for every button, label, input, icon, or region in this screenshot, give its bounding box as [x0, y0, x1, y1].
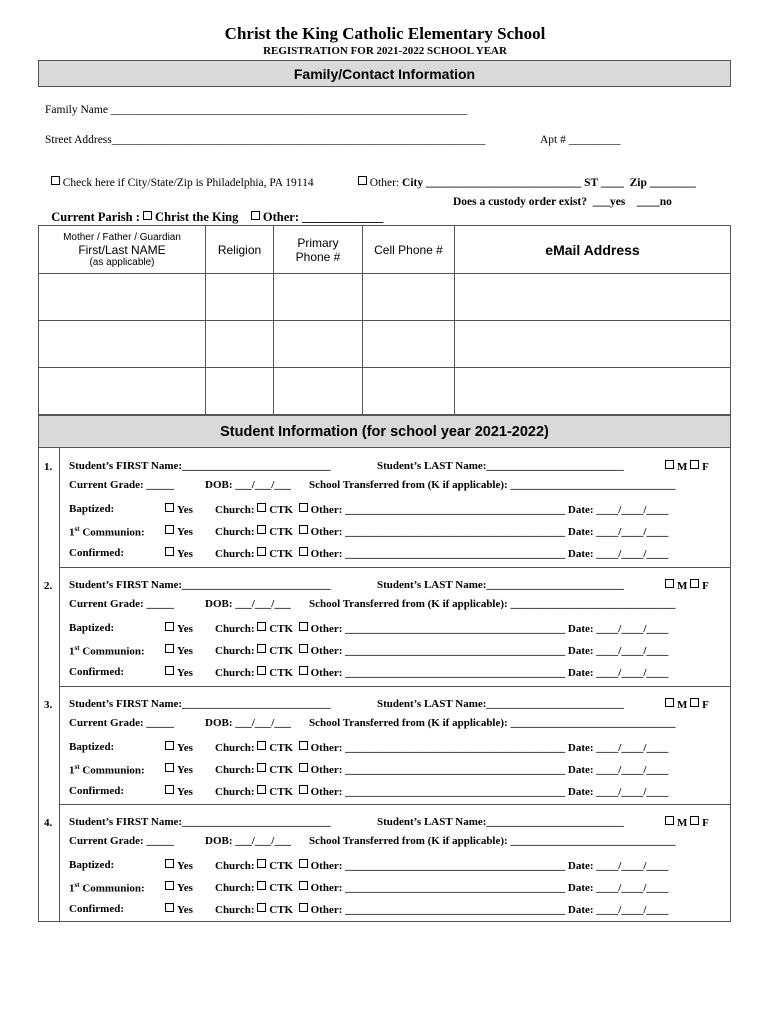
- student-section: [38, 447, 731, 922]
- apt-field[interactable]: Apt # _________: [540, 134, 621, 146]
- communion-label: 1st Communion:: [69, 763, 145, 777]
- baptized-label: Baptized:: [69, 741, 115, 753]
- yes-label: Yes: [177, 548, 193, 560]
- communion-ctk-checkbox[interactable]: [257, 644, 266, 653]
- communion-other-field[interactable]: Other: ________________________________________: [310, 645, 566, 657]
- philadelphia-checkbox[interactable]: [51, 176, 60, 185]
- male-checkbox[interactable]: [665, 460, 674, 469]
- communion-ctk-checkbox[interactable]: [257, 881, 266, 890]
- church-label: Church:: [215, 623, 255, 635]
- church-label: Church:: [215, 786, 255, 798]
- confirmed-date-field[interactable]: Date: ____/____/____: [567, 904, 669, 916]
- school-transferred-field[interactable]: School Transferred from (K if applicable): ______________________________: [309, 717, 676, 729]
- yes-label: Yes: [177, 764, 193, 776]
- female-checkbox[interactable]: [690, 698, 699, 707]
- dob-field[interactable]: DOB: ___/___/___: [205, 479, 291, 491]
- other-city-checkbox[interactable]: [358, 176, 367, 185]
- confirmed-yes-checkbox[interactable]: [165, 547, 174, 556]
- confirmed-yes-checkbox[interactable]: [165, 903, 174, 912]
- communion-other-checkbox[interactable]: [299, 881, 308, 890]
- church-label: Church:: [215, 882, 255, 894]
- communion-other-checkbox[interactable]: [299, 644, 308, 653]
- ctk-label: CTK: [269, 645, 294, 657]
- baptized-other-field[interactable]: Other: ________________________________________: [310, 504, 566, 516]
- female-checkbox[interactable]: [690, 460, 699, 469]
- custody-question[interactable]: Does a custody order exist? ___yes ____no: [453, 196, 672, 208]
- yes-label: Yes: [177, 623, 193, 635]
- confirmed-yes-checkbox[interactable]: [165, 785, 174, 794]
- baptized-ctk-checkbox[interactable]: [257, 503, 266, 512]
- male-label: M: [677, 817, 688, 829]
- yes-label: Yes: [177, 786, 193, 798]
- confirmed-other-checkbox[interactable]: [299, 547, 308, 556]
- church-label: Church:: [215, 526, 255, 538]
- baptized-other-checkbox[interactable]: [299, 622, 308, 631]
- parish-other-checkbox[interactable]: [251, 211, 260, 220]
- yes-label: Yes: [177, 742, 193, 754]
- parish-ctk-checkbox[interactable]: [143, 211, 152, 220]
- female-label: F: [702, 817, 709, 829]
- col-guardian-name: Mother / Father / Guardian First/Last NAME (as applicable): [39, 226, 206, 274]
- student-number: 3.: [38, 686, 60, 804]
- ctk-label: CTK: [269, 742, 294, 754]
- dob-field[interactable]: DOB: ___/___/___: [205, 835, 291, 847]
- dob-field[interactable]: DOB: ___/___/___: [205, 717, 291, 729]
- female-label: F: [702, 580, 709, 592]
- baptized-date-field[interactable]: Date: ____/____/____: [567, 623, 669, 635]
- baptized-other-checkbox[interactable]: [299, 503, 308, 512]
- table-row: [39, 321, 731, 368]
- church-label: Church:: [215, 645, 255, 657]
- current-grade-field[interactable]: Current Grade: _____: [69, 598, 174, 610]
- male-checkbox[interactable]: [665, 816, 674, 825]
- church-label: Church:: [215, 860, 255, 872]
- student-number: 1.: [38, 448, 60, 567]
- state-field[interactable]: ST ____: [584, 177, 624, 189]
- student-first-name[interactable]: Student’s FIRST Name:___________________________: [69, 579, 331, 591]
- confirmed-yes-checkbox[interactable]: [165, 666, 174, 675]
- communion-other-field[interactable]: Other: ________________________________________: [310, 764, 566, 776]
- communion-date-field[interactable]: Date: ____/____/____: [567, 526, 669, 538]
- baptized-ctk-checkbox[interactable]: [257, 622, 266, 631]
- confirmed-other-checkbox[interactable]: [299, 903, 308, 912]
- student-number: 4.: [38, 804, 60, 922]
- baptized-label: Baptized:: [69, 503, 115, 515]
- dob-field[interactable]: DOB: ___/___/___: [205, 598, 291, 610]
- student-last-name[interactable]: Student’s LAST Name:_________________________: [377, 460, 624, 472]
- city-field[interactable]: City ___________________________: [402, 177, 582, 189]
- philadelphia-label: Check here if City/State/Zip is Philadelphia, PA 19114: [62, 177, 314, 189]
- student-last-name[interactable]: Student’s LAST Name:_________________________: [377, 816, 624, 828]
- col-email: eMail Address: [455, 226, 731, 274]
- baptized-label: Baptized:: [69, 622, 115, 634]
- confirmed-date-field[interactable]: Date: ____/____/____: [567, 667, 669, 679]
- ctk-label: CTK: [269, 623, 294, 635]
- male-checkbox[interactable]: [665, 579, 674, 588]
- confirmed-other-field[interactable]: Other: ________________________________________: [310, 786, 566, 798]
- communion-yes-checkbox[interactable]: [165, 525, 174, 534]
- baptized-other-checkbox[interactable]: [299, 741, 308, 750]
- confirmed-date-field[interactable]: Date: ____/____/____: [567, 786, 669, 798]
- female-label: F: [702, 461, 709, 473]
- student-number: 2.: [38, 567, 60, 686]
- confirmed-date-field[interactable]: Date: ____/____/____: [567, 548, 669, 560]
- yes-label: Yes: [177, 860, 193, 872]
- confirmed-label: Confirmed:: [69, 547, 124, 559]
- confirmed-other-checkbox[interactable]: [299, 666, 308, 675]
- baptized-other-field[interactable]: Other: ________________________________________: [310, 860, 566, 872]
- communion-label: 1st Communion:: [69, 881, 145, 895]
- family-banner: Family/Contact Information: [38, 60, 731, 87]
- school-transferred-field[interactable]: School Transferred from (K if applicable): ______________________________: [309, 835, 676, 847]
- family-name-field[interactable]: Family Name ______________________________________________________________: [45, 104, 468, 116]
- ctk-label: CTK: [269, 548, 294, 560]
- church-label: Church:: [215, 742, 255, 754]
- student-banner: Student Information (for school year 2021-2022): [38, 415, 731, 448]
- baptized-ctk-checkbox[interactable]: [257, 859, 266, 868]
- church-label: Church:: [215, 548, 255, 560]
- school-transferred-field[interactable]: School Transferred from (K if applicable): ______________________________: [309, 598, 676, 610]
- other-label: Other:: [369, 177, 403, 189]
- zip-field[interactable]: Zip ________: [629, 177, 696, 189]
- communion-label: 1st Communion:: [69, 525, 145, 539]
- current-grade-field[interactable]: Current Grade: _____: [69, 479, 174, 491]
- col-primary-phone: Primary Phone #: [274, 226, 363, 274]
- church-label: Church:: [215, 764, 255, 776]
- communion-date-field[interactable]: Date: ____/____/____: [567, 764, 669, 776]
- ctk-label: CTK: [269, 526, 294, 538]
- male-label: M: [677, 699, 688, 711]
- yes-label: Yes: [177, 904, 193, 916]
- male-checkbox[interactable]: [665, 698, 674, 707]
- baptized-yes-checkbox[interactable]: [165, 741, 174, 750]
- guardian-table: [38, 225, 731, 415]
- communion-yes-checkbox[interactable]: [165, 763, 174, 772]
- confirmed-ctk-checkbox[interactable]: [257, 547, 266, 556]
- ctk-label: CTK: [269, 764, 294, 776]
- ctk-label: CTK: [269, 667, 294, 679]
- school-transferred-field[interactable]: School Transferred from (K if applicable): ______________________________: [309, 479, 676, 491]
- female-checkbox[interactable]: [690, 816, 699, 825]
- street-address-field[interactable]: Street Address_________________________________________________________________: [45, 134, 486, 146]
- confirmed-ctk-checkbox[interactable]: [257, 785, 266, 794]
- registration-subtitle: REGISTRATION FOR 2021-2022 SCHOOL YEAR: [263, 45, 507, 57]
- ctk-label: CTK: [269, 904, 294, 916]
- communion-ctk-checkbox[interactable]: [257, 525, 266, 534]
- ctk-label: CTK: [269, 504, 294, 516]
- confirmed-ctk-checkbox[interactable]: [257, 903, 266, 912]
- col-religion: Religion: [206, 226, 274, 274]
- confirmed-label: Confirmed:: [69, 785, 124, 797]
- student-separator: [60, 804, 731, 805]
- current-grade-field[interactable]: Current Grade: _____: [69, 835, 174, 847]
- ctk-label: CTK: [269, 860, 294, 872]
- communion-other-field[interactable]: Other: ________________________________________: [310, 526, 566, 538]
- communion-date-field[interactable]: Date: ____/____/____: [567, 645, 669, 657]
- female-label: F: [702, 699, 709, 711]
- baptized-other-field[interactable]: Other: ________________________________________: [310, 742, 566, 754]
- baptized-other-checkbox[interactable]: [299, 859, 308, 868]
- student-last-name[interactable]: Student’s LAST Name:_________________________: [377, 698, 624, 710]
- communion-ctk-checkbox[interactable]: [257, 763, 266, 772]
- confirmed-label: Confirmed:: [69, 666, 124, 678]
- baptized-ctk-checkbox[interactable]: [257, 741, 266, 750]
- baptized-yes-checkbox[interactable]: [165, 859, 174, 868]
- confirmed-ctk-checkbox[interactable]: [257, 666, 266, 675]
- yes-label: Yes: [177, 667, 193, 679]
- communion-other-checkbox[interactable]: [299, 525, 308, 534]
- confirmed-other-field[interactable]: Other: ________________________________________: [310, 667, 566, 679]
- male-label: M: [677, 580, 688, 592]
- table-row: [39, 368, 731, 415]
- communion-other-checkbox[interactable]: [299, 763, 308, 772]
- student-first-name[interactable]: Student’s FIRST Name:___________________________: [69, 816, 331, 828]
- yes-label: Yes: [177, 526, 193, 538]
- communion-yes-checkbox[interactable]: [165, 644, 174, 653]
- communion-other-field[interactable]: Other: ________________________________________: [310, 882, 566, 894]
- current-grade-field[interactable]: Current Grade: _____: [69, 717, 174, 729]
- communion-label: 1st Communion:: [69, 644, 145, 658]
- church-label: Church:: [215, 504, 255, 516]
- church-label: Church:: [215, 667, 255, 679]
- baptized-yes-checkbox[interactable]: [165, 622, 174, 631]
- student-first-name[interactable]: Student’s FIRST Name:___________________________: [69, 460, 331, 472]
- confirmed-other-field[interactable]: Other: ________________________________________: [310, 548, 566, 560]
- female-checkbox[interactable]: [690, 579, 699, 588]
- student-separator: [60, 686, 731, 687]
- baptized-yes-checkbox[interactable]: [165, 503, 174, 512]
- ctk-label: CTK: [269, 882, 294, 894]
- yes-label: Yes: [177, 504, 193, 516]
- table-row: [39, 274, 731, 321]
- col-cell-phone: Cell Phone #: [363, 226, 455, 274]
- baptized-date-field[interactable]: Date: ____/____/____: [567, 742, 669, 754]
- ctk-label: CTK: [269, 786, 294, 798]
- student-separator: [60, 567, 731, 568]
- parish-ctk-label: Christ the King: [155, 210, 239, 224]
- school-title: Christ the King Catholic Elementary School: [224, 24, 546, 43]
- student-last-name[interactable]: Student’s LAST Name:_________________________: [377, 579, 624, 591]
- confirmed-label: Confirmed:: [69, 903, 124, 915]
- baptized-date-field[interactable]: Date: ____/____/____: [567, 504, 669, 516]
- confirmed-other-checkbox[interactable]: [299, 785, 308, 794]
- communion-date-field[interactable]: Date: ____/____/____: [567, 882, 669, 894]
- communion-yes-checkbox[interactable]: [165, 881, 174, 890]
- confirmed-other-field[interactable]: Other: ________________________________________: [310, 904, 566, 916]
- baptized-other-field[interactable]: Other: ________________________________________: [310, 623, 566, 635]
- yes-label: Yes: [177, 882, 193, 894]
- church-label: Church:: [215, 904, 255, 916]
- male-label: M: [677, 461, 688, 473]
- baptized-date-field[interactable]: Date: ____/____/____: [567, 860, 669, 872]
- student-first-name[interactable]: Student’s FIRST Name:___________________________: [69, 698, 331, 710]
- parish-label: Current Parish: [51, 210, 133, 224]
- parish-other-field[interactable]: Other: _____________: [262, 210, 384, 224]
- baptized-label: Baptized:: [69, 859, 115, 871]
- yes-label: Yes: [177, 645, 193, 657]
